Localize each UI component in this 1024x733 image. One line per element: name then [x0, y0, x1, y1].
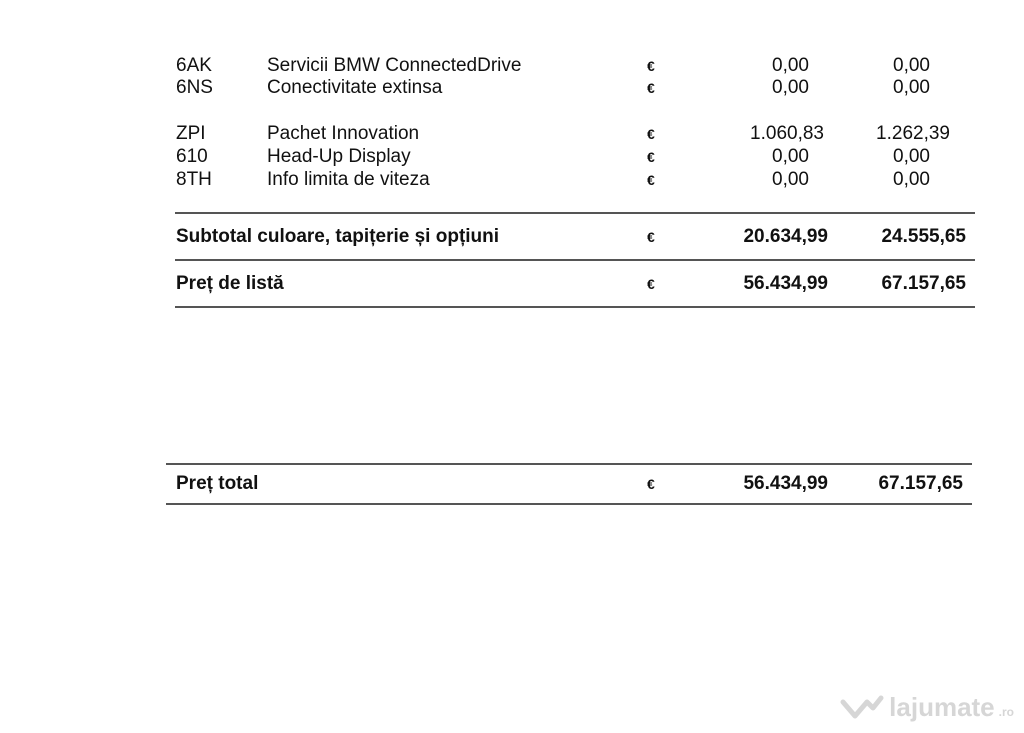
- option-code: ZPI: [176, 123, 206, 144]
- currency-symbol: €: [647, 229, 655, 245]
- option-description: Pachet Innovation: [267, 123, 420, 144]
- watermark-brand: lajumate: [889, 691, 995, 722]
- option-code: 610: [176, 146, 208, 167]
- total-row: [0, 472, 1024, 496]
- watermark-tld: .ro: [998, 705, 1014, 719]
- list-price-value-gross: 67.157,65: [881, 273, 966, 294]
- currency-symbol: €: [647, 276, 655, 292]
- divider: [166, 463, 972, 465]
- option-code: 6AK: [176, 55, 212, 76]
- currency-symbol: €: [647, 172, 655, 188]
- option-code: 8TH: [176, 169, 212, 190]
- currency-symbol: €: [647, 149, 655, 165]
- option-row: [0, 55, 1024, 77]
- list-price-value-net: 56.434,99: [743, 273, 828, 294]
- currency-symbol: €: [647, 126, 655, 142]
- option-value-gross: 0,00: [893, 55, 930, 76]
- option-description: Servicii BMW ConnectedDrive: [267, 55, 522, 76]
- option-description: Head-Up Display: [267, 146, 411, 167]
- currency-symbol: €: [647, 58, 655, 74]
- option-value-net: 0,00: [772, 146, 809, 167]
- subtotal-value-net: 20.634,99: [743, 226, 828, 247]
- subtotal-row: [0, 225, 1024, 249]
- option-value-net: 0,00: [772, 169, 809, 190]
- subtotal-label: Subtotal culoare, tapițerie și opțiuni: [176, 226, 500, 247]
- option-row: [0, 77, 1024, 99]
- divider: [166, 503, 972, 505]
- option-row: [0, 169, 1024, 191]
- option-value-net: 1.060,83: [750, 123, 824, 144]
- total-value-gross: 67.157,65: [878, 473, 963, 494]
- subtotal-value-gross: 24.555,65: [881, 226, 966, 247]
- currency-symbol: €: [647, 80, 655, 96]
- option-description: Conectivitate extinsa: [267, 77, 443, 98]
- total-value-net: 56.434,99: [743, 473, 828, 494]
- divider: [175, 212, 975, 214]
- total-label: Preț total: [176, 473, 259, 494]
- option-value-net: 0,00: [772, 77, 809, 98]
- option-row: [0, 146, 1024, 168]
- divider: [175, 306, 975, 308]
- list-price-row: [0, 272, 1024, 296]
- option-value-gross: 0,00: [893, 169, 930, 190]
- heart-logo-icon: [839, 692, 885, 722]
- list-price-label: Preț de listă: [176, 273, 284, 294]
- option-code: 6NS: [176, 77, 213, 98]
- currency-symbol: €: [647, 476, 655, 492]
- option-value-gross: 1.262,39: [876, 123, 950, 144]
- divider: [175, 259, 975, 261]
- watermark: [839, 689, 1014, 725]
- option-value-net: 0,00: [772, 55, 809, 76]
- option-description: Info limita de viteza: [267, 169, 430, 190]
- option-row: [0, 123, 1024, 145]
- option-value-gross: 0,00: [893, 146, 930, 167]
- option-value-gross: 0,00: [893, 77, 930, 98]
